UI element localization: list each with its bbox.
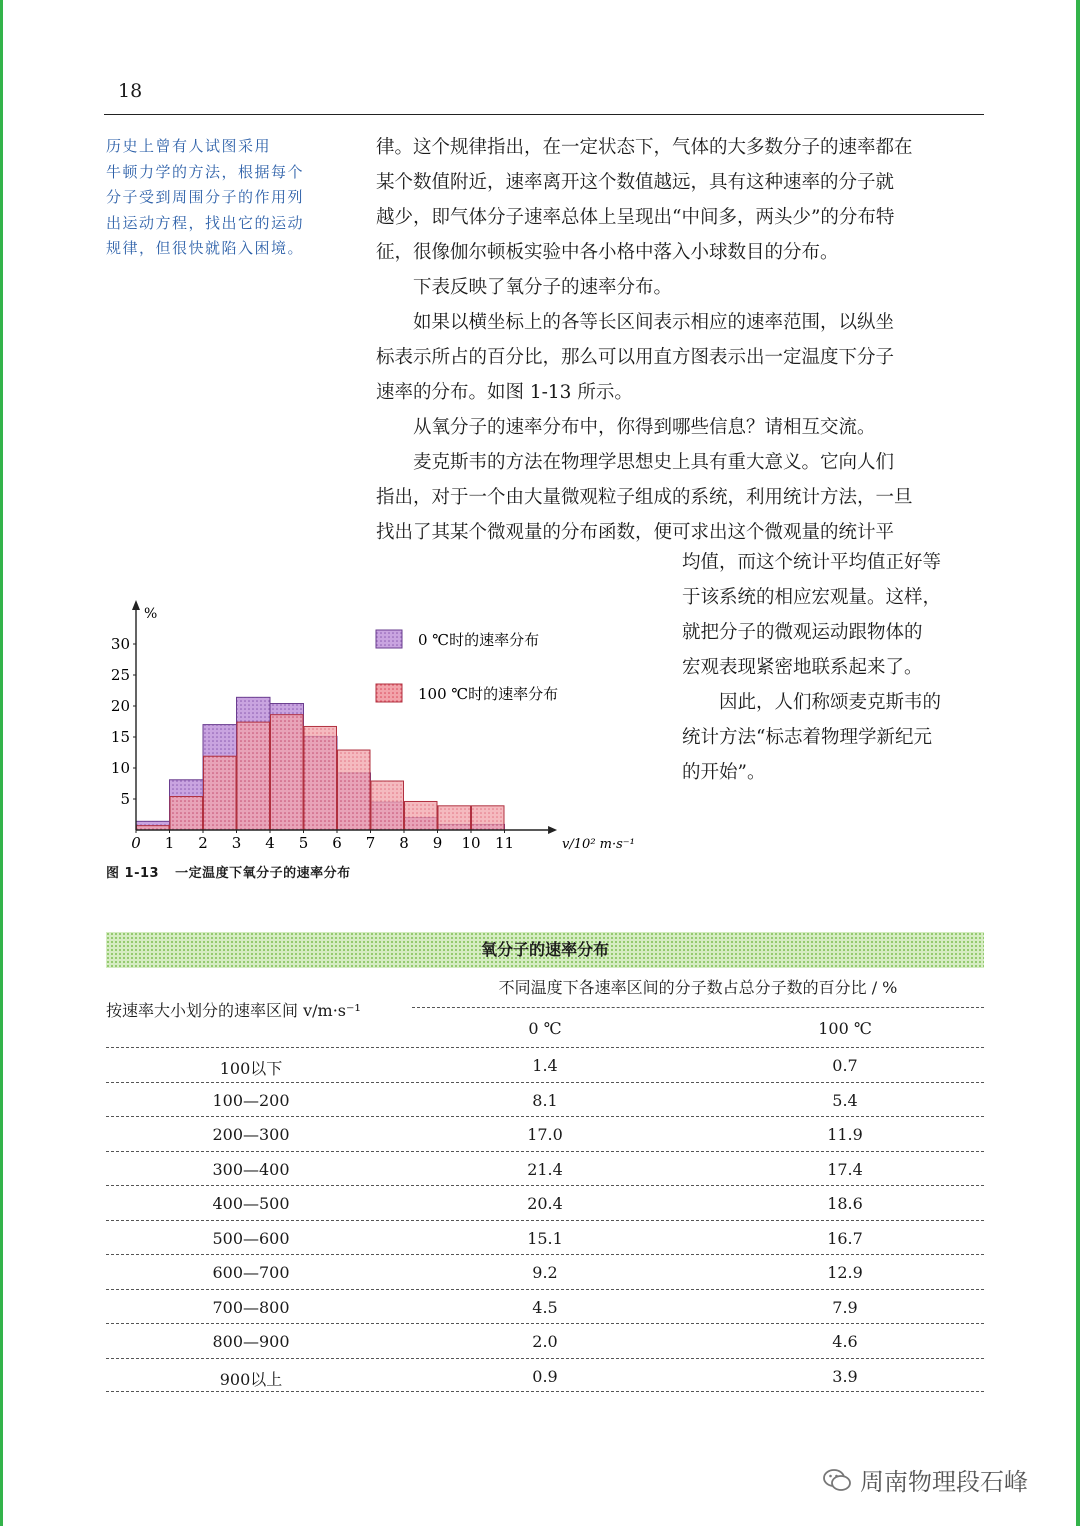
body-line: 指出，对于一个由大量微观粒子组成的系统，利用统计方法，一旦 — [376, 487, 913, 508]
bar-100c-3 — [237, 722, 270, 830]
body-line: 速率的分布。如图 1-13 所示。 — [376, 382, 633, 403]
body-line: 征，很像伽尔顿板实验中各小格中落入小球数目的分布。 — [376, 242, 839, 263]
side-note-line: 规律，但很快就陷入困境。 — [106, 239, 305, 257]
bar-100c-1 — [170, 797, 203, 830]
body-line: 某个数值附近，速率离开这个数值越远，具有这种速率的分子就 — [376, 172, 895, 193]
body-line: 于该系统的相应宏观量。这样， — [682, 587, 942, 608]
table-row — [106, 1220, 984, 1255]
legend-label-0: 0 ℃时的速率分布 — [418, 631, 540, 649]
side-note-line: 分子受到周围分子的作用列 — [106, 188, 305, 206]
page-edge-right — [1076, 0, 1080, 1526]
body-line: 标表示所占的百分比，那么可以用直方图表示出一定温度下分子 — [376, 347, 895, 368]
table-cell-100c: 17.4 — [827, 1159, 863, 1179]
table-row — [106, 1289, 984, 1324]
table-cell-range: 100—200 — [212, 1090, 290, 1110]
table-title: 氧分子的速率分布 — [106, 932, 984, 968]
bar-100c-10 — [472, 806, 505, 830]
bar-100c-5 — [304, 726, 337, 830]
table-cell-range: 900以上 — [219, 1369, 283, 1389]
x-tick-label: 9 — [432, 834, 443, 852]
bar-100c-9 — [438, 806, 471, 830]
body-text — [376, 130, 986, 550]
body-line: 律。这个规律指出，在一定状态下，气体的大多数分子的速率都在 — [376, 137, 913, 158]
wechat-icon — [822, 1467, 852, 1493]
body-wrap-text — [682, 545, 986, 790]
table-row-header: 按速率大小划分的速率区间 v/m·s⁻¹ — [106, 1001, 361, 1020]
table-cell-100c: 4.6 — [832, 1332, 858, 1351]
table-header-divider — [412, 1007, 984, 1008]
table-cell-100c: 16.7 — [827, 1228, 863, 1248]
side-note-line: 出运动方程，找出它的运动 — [106, 213, 305, 232]
table-cell-0c: 20.4 — [527, 1194, 563, 1213]
table-body — [106, 1047, 984, 1392]
table-cell-range: 200—300 — [212, 1125, 290, 1144]
table-cell-100c: 3.9 — [832, 1366, 858, 1386]
table-cell-0c: 4.5 — [532, 1297, 558, 1317]
body-line: 如果以横坐标上的各等长区间表示相应的速率范围，以纵坐 — [413, 312, 895, 333]
body-line: 越少，即气体分子速率总体上呈现出“中间多，两头少”的分布特 — [376, 207, 895, 228]
x-tick-label: 7 — [365, 834, 376, 852]
watermark — [822, 1462, 1028, 1497]
body-line: 因此，人们称颂麦克斯韦的 — [719, 692, 942, 713]
header-rule — [104, 114, 984, 115]
table-cell-0c: 1.4 — [532, 1056, 558, 1075]
page-number: 18 — [118, 80, 143, 102]
body-line: 均值，而这个统计平均值正好等 — [682, 552, 942, 573]
table-cell-range: 100以下 — [219, 1059, 283, 1078]
table-row — [106, 1047, 984, 1082]
table-cell-0c: 17.0 — [527, 1125, 563, 1144]
body-line: 统计方法“标志着物理学新纪元 — [682, 727, 932, 748]
y-axis-arrow — [132, 600, 140, 610]
speed-distribution-histogram — [100, 596, 640, 858]
table-cell-range: 300—400 — [212, 1159, 290, 1179]
table-cell-0c: 9.2 — [532, 1263, 558, 1282]
y-tick-label: 15 — [110, 728, 130, 746]
table-group-header: 不同温度下各速率区间的分子数占总分子数的百分比 / % — [498, 978, 898, 997]
table-cell-range: 600—700 — [212, 1263, 290, 1282]
table-cell-100c: 7.9 — [832, 1297, 858, 1317]
figure-caption-text: 一定温度下氧分子的速率分布 — [175, 866, 351, 881]
y-tick-label: 10 — [110, 759, 130, 777]
chart-legend — [376, 630, 558, 703]
body-line: 下表反映了氧分子的速率分布。 — [413, 277, 673, 298]
table-cell-0c: 8.1 — [532, 1090, 558, 1110]
watermark-text: 周南物理段石峰 — [860, 1468, 1028, 1496]
body-line: 宏观表现紧密地联系起来了。 — [682, 657, 923, 678]
table-col-header-100c: 100 ℃ — [818, 1019, 872, 1038]
side-note-line: 牛顿力学的方法，根据每个 — [106, 162, 305, 181]
table-cell-0c: 2.0 — [532, 1332, 558, 1351]
x-tick-label: 10 — [461, 834, 481, 852]
table-cell-100c: 18.6 — [827, 1194, 863, 1213]
table-cell-0c: 21.4 — [527, 1159, 563, 1179]
series-1-bars — [137, 715, 505, 830]
x-tick-label: 11 — [494, 834, 515, 852]
page-edge-left — [0, 0, 3, 1526]
side-note — [106, 134, 344, 262]
body-line: 麦克斯韦的方法在物理学思想史上具有重大意义。它向人们 — [413, 452, 895, 473]
x-axis-arrow — [548, 826, 557, 834]
bar-100c-6 — [338, 750, 371, 830]
body-line: 的开始”。 — [682, 762, 766, 783]
table-cell-range: 800—900 — [212, 1332, 290, 1351]
body-line: 找出了其某个微观量的分布函数，便可求出这个微观量的统计平 — [376, 522, 895, 543]
table-col-header-0c: 0 ℃ — [528, 1019, 562, 1038]
x-tick-label: 0 — [131, 834, 141, 852]
x-tick-label: 5 — [298, 834, 309, 852]
table-cell-range: 700—800 — [212, 1297, 290, 1317]
side-note-line: 历史上曾有人试图采用 — [106, 137, 272, 155]
table-row — [106, 1323, 984, 1358]
x-tick-label: 4 — [265, 834, 275, 852]
table-cell-100c: 0.7 — [832, 1056, 858, 1075]
x-tick-label: 1 — [164, 834, 175, 852]
table-row — [106, 1185, 984, 1220]
table-cell-100c: 11.9 — [827, 1125, 863, 1144]
figure-caption-label: 图 1-13 — [106, 866, 160, 881]
bar-100c-4 — [271, 715, 304, 830]
table-row — [106, 1116, 984, 1151]
y-tick-label: 25 — [110, 666, 130, 684]
legend-label-1: 100 ℃时的速率分布 — [418, 685, 559, 703]
x-tick-label: 6 — [332, 834, 342, 852]
x-tick-label: 8 — [399, 834, 409, 852]
table-cell-0c: 0.9 — [532, 1366, 558, 1386]
table-row — [106, 1151, 984, 1186]
legend-swatch-0 — [376, 630, 402, 648]
bar-100c-7 — [371, 781, 404, 830]
table-cell-range: 500—600 — [212, 1228, 290, 1248]
table-row — [106, 1082, 984, 1117]
table-cell-range: 400—500 — [212, 1194, 290, 1213]
y-axis-label: % — [144, 606, 158, 622]
table-row — [106, 1254, 984, 1289]
figure-caption — [106, 862, 351, 881]
body-line: 就把分子的微观运动跟物体的 — [682, 622, 923, 643]
x-tick-label: 3 — [231, 834, 242, 852]
y-tick-label: 30 — [110, 635, 130, 653]
y-tick-label: 5 — [120, 790, 130, 808]
table-cell-100c: 12.9 — [827, 1263, 863, 1282]
x-tick-label: 2 — [198, 834, 208, 852]
table-cell-100c: 5.4 — [832, 1090, 858, 1110]
x-axis-label: v/10² m·s⁻¹ — [562, 837, 635, 852]
body-line: 从氧分子的速率分布中，你得到哪些信息？请相互交流。 — [413, 417, 876, 438]
bar-100c-8 — [405, 801, 438, 830]
legend-swatch-1 — [376, 684, 402, 702]
bar-100c-2 — [204, 756, 237, 830]
y-tick-label: 20 — [110, 697, 130, 715]
table-cell-0c: 15.1 — [527, 1228, 563, 1248]
table-row — [106, 1358, 984, 1393]
